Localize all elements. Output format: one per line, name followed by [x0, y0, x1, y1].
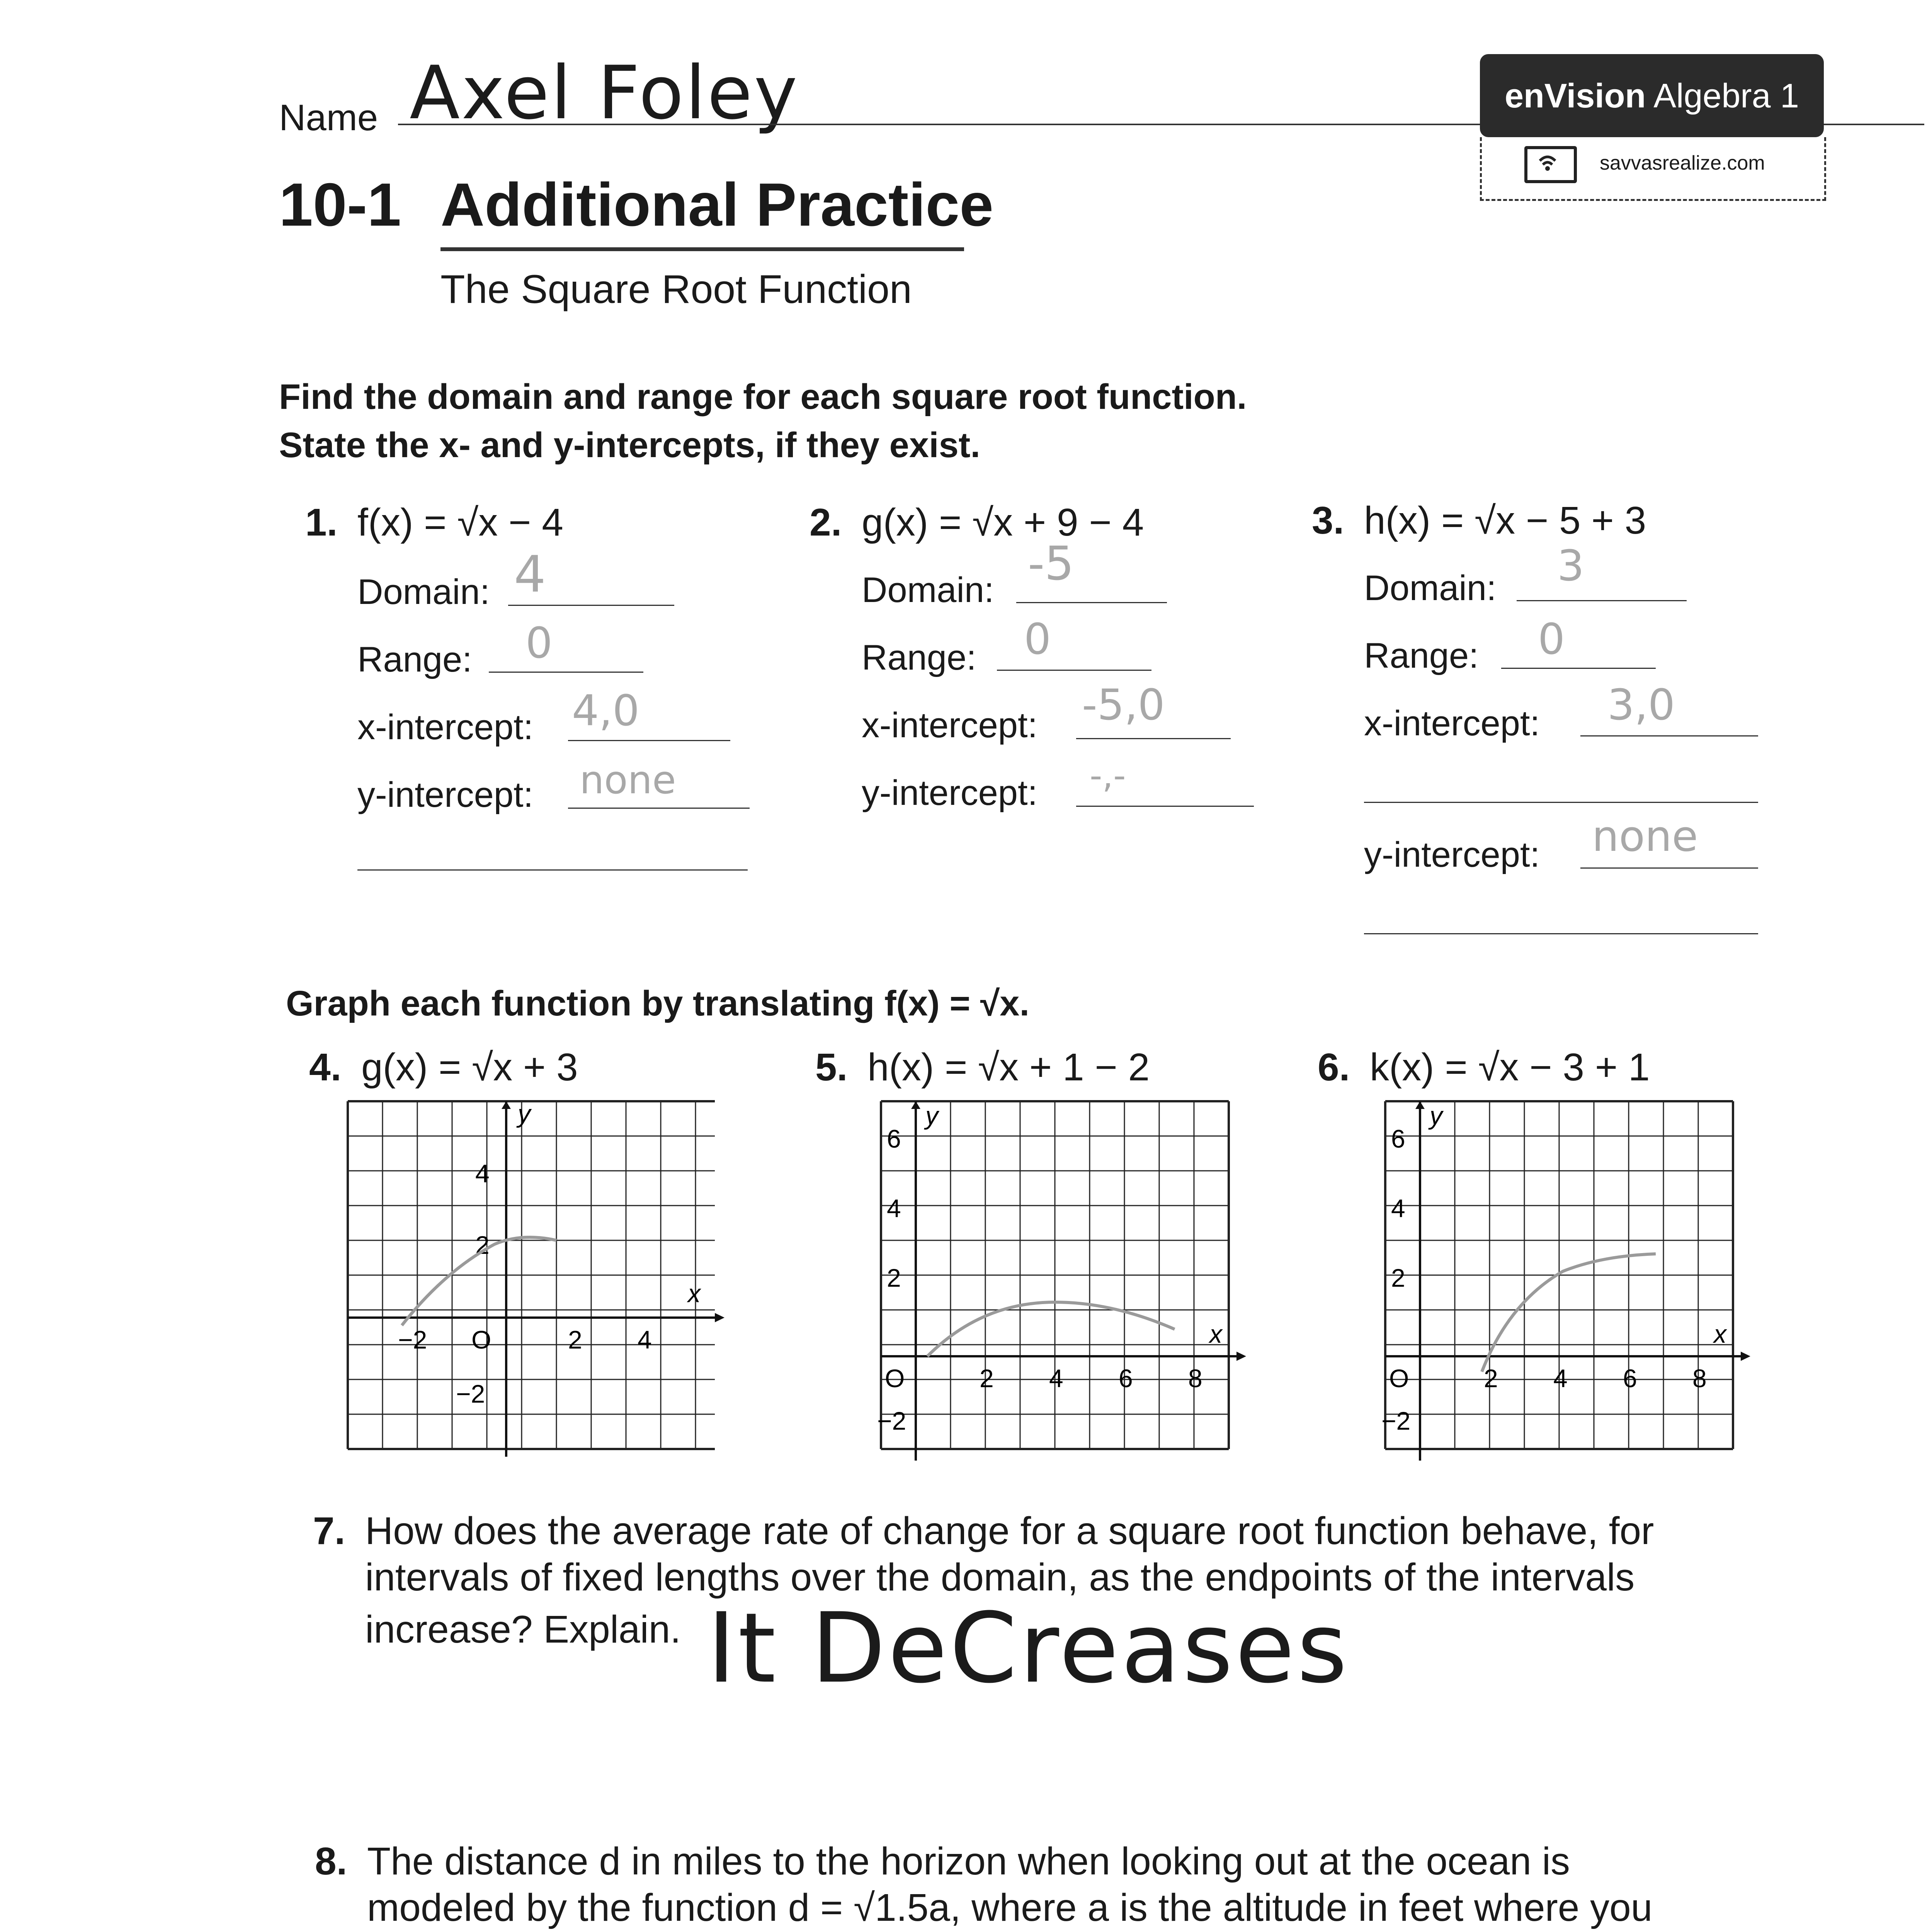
graph-6 [1381, 1101, 1752, 1464]
graph-4-function: g(x) = √x + 3 [361, 1046, 578, 1089]
x-tick-label: 2 [980, 1364, 994, 1393]
domain-label: Domain: [862, 570, 994, 610]
x-intercept-blank [1076, 738, 1231, 739]
y-tick-label: 6 [1391, 1124, 1405, 1153]
problem-number: 1. [305, 501, 338, 544]
problem-function: h(x) = √x − 5 + 3 [1364, 499, 1646, 542]
name-label: Name [279, 97, 378, 138]
x-tick-label: 8 [1692, 1364, 1707, 1393]
y-tick-label: 4 [1391, 1194, 1405, 1223]
y-tick-label: 6 [887, 1124, 901, 1153]
y-axis-label: y [925, 1101, 938, 1130]
y-tick-label: 2 [1391, 1264, 1405, 1292]
range-blank [997, 670, 1151, 671]
y-intercept-label: y-intercept: [862, 773, 1038, 813]
range-label: Range: [862, 638, 976, 677]
x-intercept-answer: -5,0 [1082, 680, 1165, 730]
x-axis-arrow [715, 1313, 724, 1322]
range-answer: 0 [1024, 614, 1051, 664]
y-axis-label: y [1430, 1101, 1442, 1130]
x-tick-label: 2 [1484, 1364, 1498, 1393]
y-intercept-answer: -,- [1090, 755, 1126, 796]
range-answer: 0 [1538, 614, 1565, 664]
x-axis-label: x [1714, 1320, 1726, 1348]
lesson-title: Additional Practice [440, 171, 994, 239]
y-tick-label: 2 [887, 1264, 901, 1292]
y-intercept-label: y-intercept: [357, 775, 534, 815]
y-tick-label: −2 [456, 1379, 485, 1408]
student-sketch-curve [1482, 1254, 1656, 1372]
section1-instructions-line1: Find the domain and range for each square root function. [279, 377, 1247, 417]
x-intercept-answer: 4,0 [572, 686, 639, 735]
range-blank [489, 672, 643, 673]
x-axis-arrow [1741, 1352, 1750, 1361]
q7-number: 7. [313, 1509, 345, 1553]
section2-instructions: Graph each function by translating f(x) = √x. [286, 984, 1030, 1023]
domain-answer: 3 [1557, 541, 1584, 590]
q7-line3: increase? Explain. [365, 1608, 681, 1651]
problem-function: f(x) = √x − 4 [357, 501, 563, 544]
problem-function: g(x) = √x + 9 − 4 [862, 501, 1144, 544]
range-label: Range: [1364, 636, 1479, 675]
x-tick-label: O [471, 1325, 492, 1354]
x-tick-label: −2 [398, 1325, 427, 1354]
computer-icon [1524, 146, 1577, 183]
x-tick-label: 4 [1553, 1364, 1568, 1393]
domain-label: Domain: [357, 572, 490, 612]
domain-blank [1517, 600, 1687, 601]
section1-instructions-line2: State the x- and y-intercepts, if they exist. [279, 425, 980, 465]
student-name: Axel Foley [410, 50, 799, 136]
website-url: savvasrealize.com [1600, 152, 1765, 174]
extra-blank [1364, 933, 1758, 934]
x-tick-label: 4 [1049, 1364, 1063, 1393]
y-tick-label: 4 [887, 1194, 901, 1223]
lesson-number: 10-1 [279, 171, 401, 239]
y-tick-label: 2 [475, 1231, 490, 1259]
y-tick-label: −2 [877, 1406, 906, 1435]
x-axis-arrow [1236, 1352, 1246, 1361]
range-label: Range: [357, 640, 472, 679]
graph-6-number: 6. [1318, 1046, 1350, 1089]
y-intercept-answer: none [1592, 811, 1698, 861]
brand-box [1480, 54, 1824, 137]
brand-subject: Algebra 1 [1653, 76, 1799, 115]
x-tick-label: 6 [1119, 1364, 1133, 1393]
graph-5 [877, 1101, 1248, 1464]
q8-number: 8. [315, 1840, 347, 1883]
y-tick-label: −2 [1381, 1406, 1411, 1435]
graph-6-function: k(x) = √x − 3 + 1 [1370, 1046, 1650, 1089]
graph-4-number: 4. [309, 1046, 342, 1089]
graph-5-number: 5. [815, 1046, 848, 1089]
y-intercept-blank [568, 808, 750, 809]
x-intercept-blank [568, 740, 730, 741]
y-intercept-label: y-intercept: [1364, 835, 1540, 874]
graph-5-function: h(x) = √x + 1 − 2 [867, 1046, 1150, 1089]
y-axis-label: y [518, 1099, 531, 1128]
title-underline [440, 247, 964, 251]
q7-line2: intervals of fixed lengths over the domain, as the endpoints of the intervals [365, 1556, 1635, 1599]
x-intercept-blank [1580, 735, 1758, 736]
extra-blank [357, 869, 748, 871]
x-tick-label: O [1389, 1364, 1409, 1393]
domain-answer: 4 [514, 545, 546, 604]
range-blank [1501, 668, 1656, 669]
q8-line1: The distance d in miles to the horizon when looking out at the ocean is [367, 1840, 1570, 1883]
domain-blank [1016, 602, 1167, 603]
y-tick-label: 4 [475, 1159, 490, 1188]
q7-line1: How does the average rate of change for a square root function behave, for [365, 1509, 1654, 1553]
problem-number: 3. [1312, 499, 1344, 542]
extra-blank [1364, 802, 1758, 803]
y-intercept-blank [1580, 867, 1758, 869]
x-tick-label: 2 [568, 1325, 582, 1354]
lesson-subtitle: The Square Root Function [440, 267, 912, 312]
grid [881, 1101, 1229, 1449]
domain-label: Domain: [1364, 568, 1497, 608]
domain-blank [508, 605, 674, 606]
brand-title: enVision [1505, 76, 1646, 115]
graph-4 [348, 1101, 734, 1464]
q7-answer: It DeCreases [707, 1592, 1350, 1704]
x-tick-label: 8 [1188, 1364, 1202, 1393]
grid [348, 1101, 715, 1449]
domain-answer: -5 [1028, 537, 1074, 591]
x-axis-label: x [688, 1279, 701, 1308]
x-intercept-label: x-intercept: [1364, 704, 1540, 743]
x-tick-label: 6 [1623, 1364, 1637, 1393]
problem-number: 2. [810, 501, 842, 544]
y-intercept-blank [1076, 806, 1254, 807]
x-intercept-label: x-intercept: [357, 707, 534, 747]
x-tick-label: 4 [638, 1325, 652, 1354]
q8-line2: modeled by the function d = √1.5a, where a is the altitude in feet where you [367, 1886, 1653, 1929]
range-answer: 0 [526, 618, 553, 668]
x-tick-label: O [885, 1364, 905, 1393]
x-axis-label: x [1209, 1320, 1222, 1348]
y-intercept-answer: none [580, 757, 676, 803]
x-intercept-label: x-intercept: [862, 706, 1038, 745]
x-intercept-answer: 3,0 [1607, 680, 1675, 730]
